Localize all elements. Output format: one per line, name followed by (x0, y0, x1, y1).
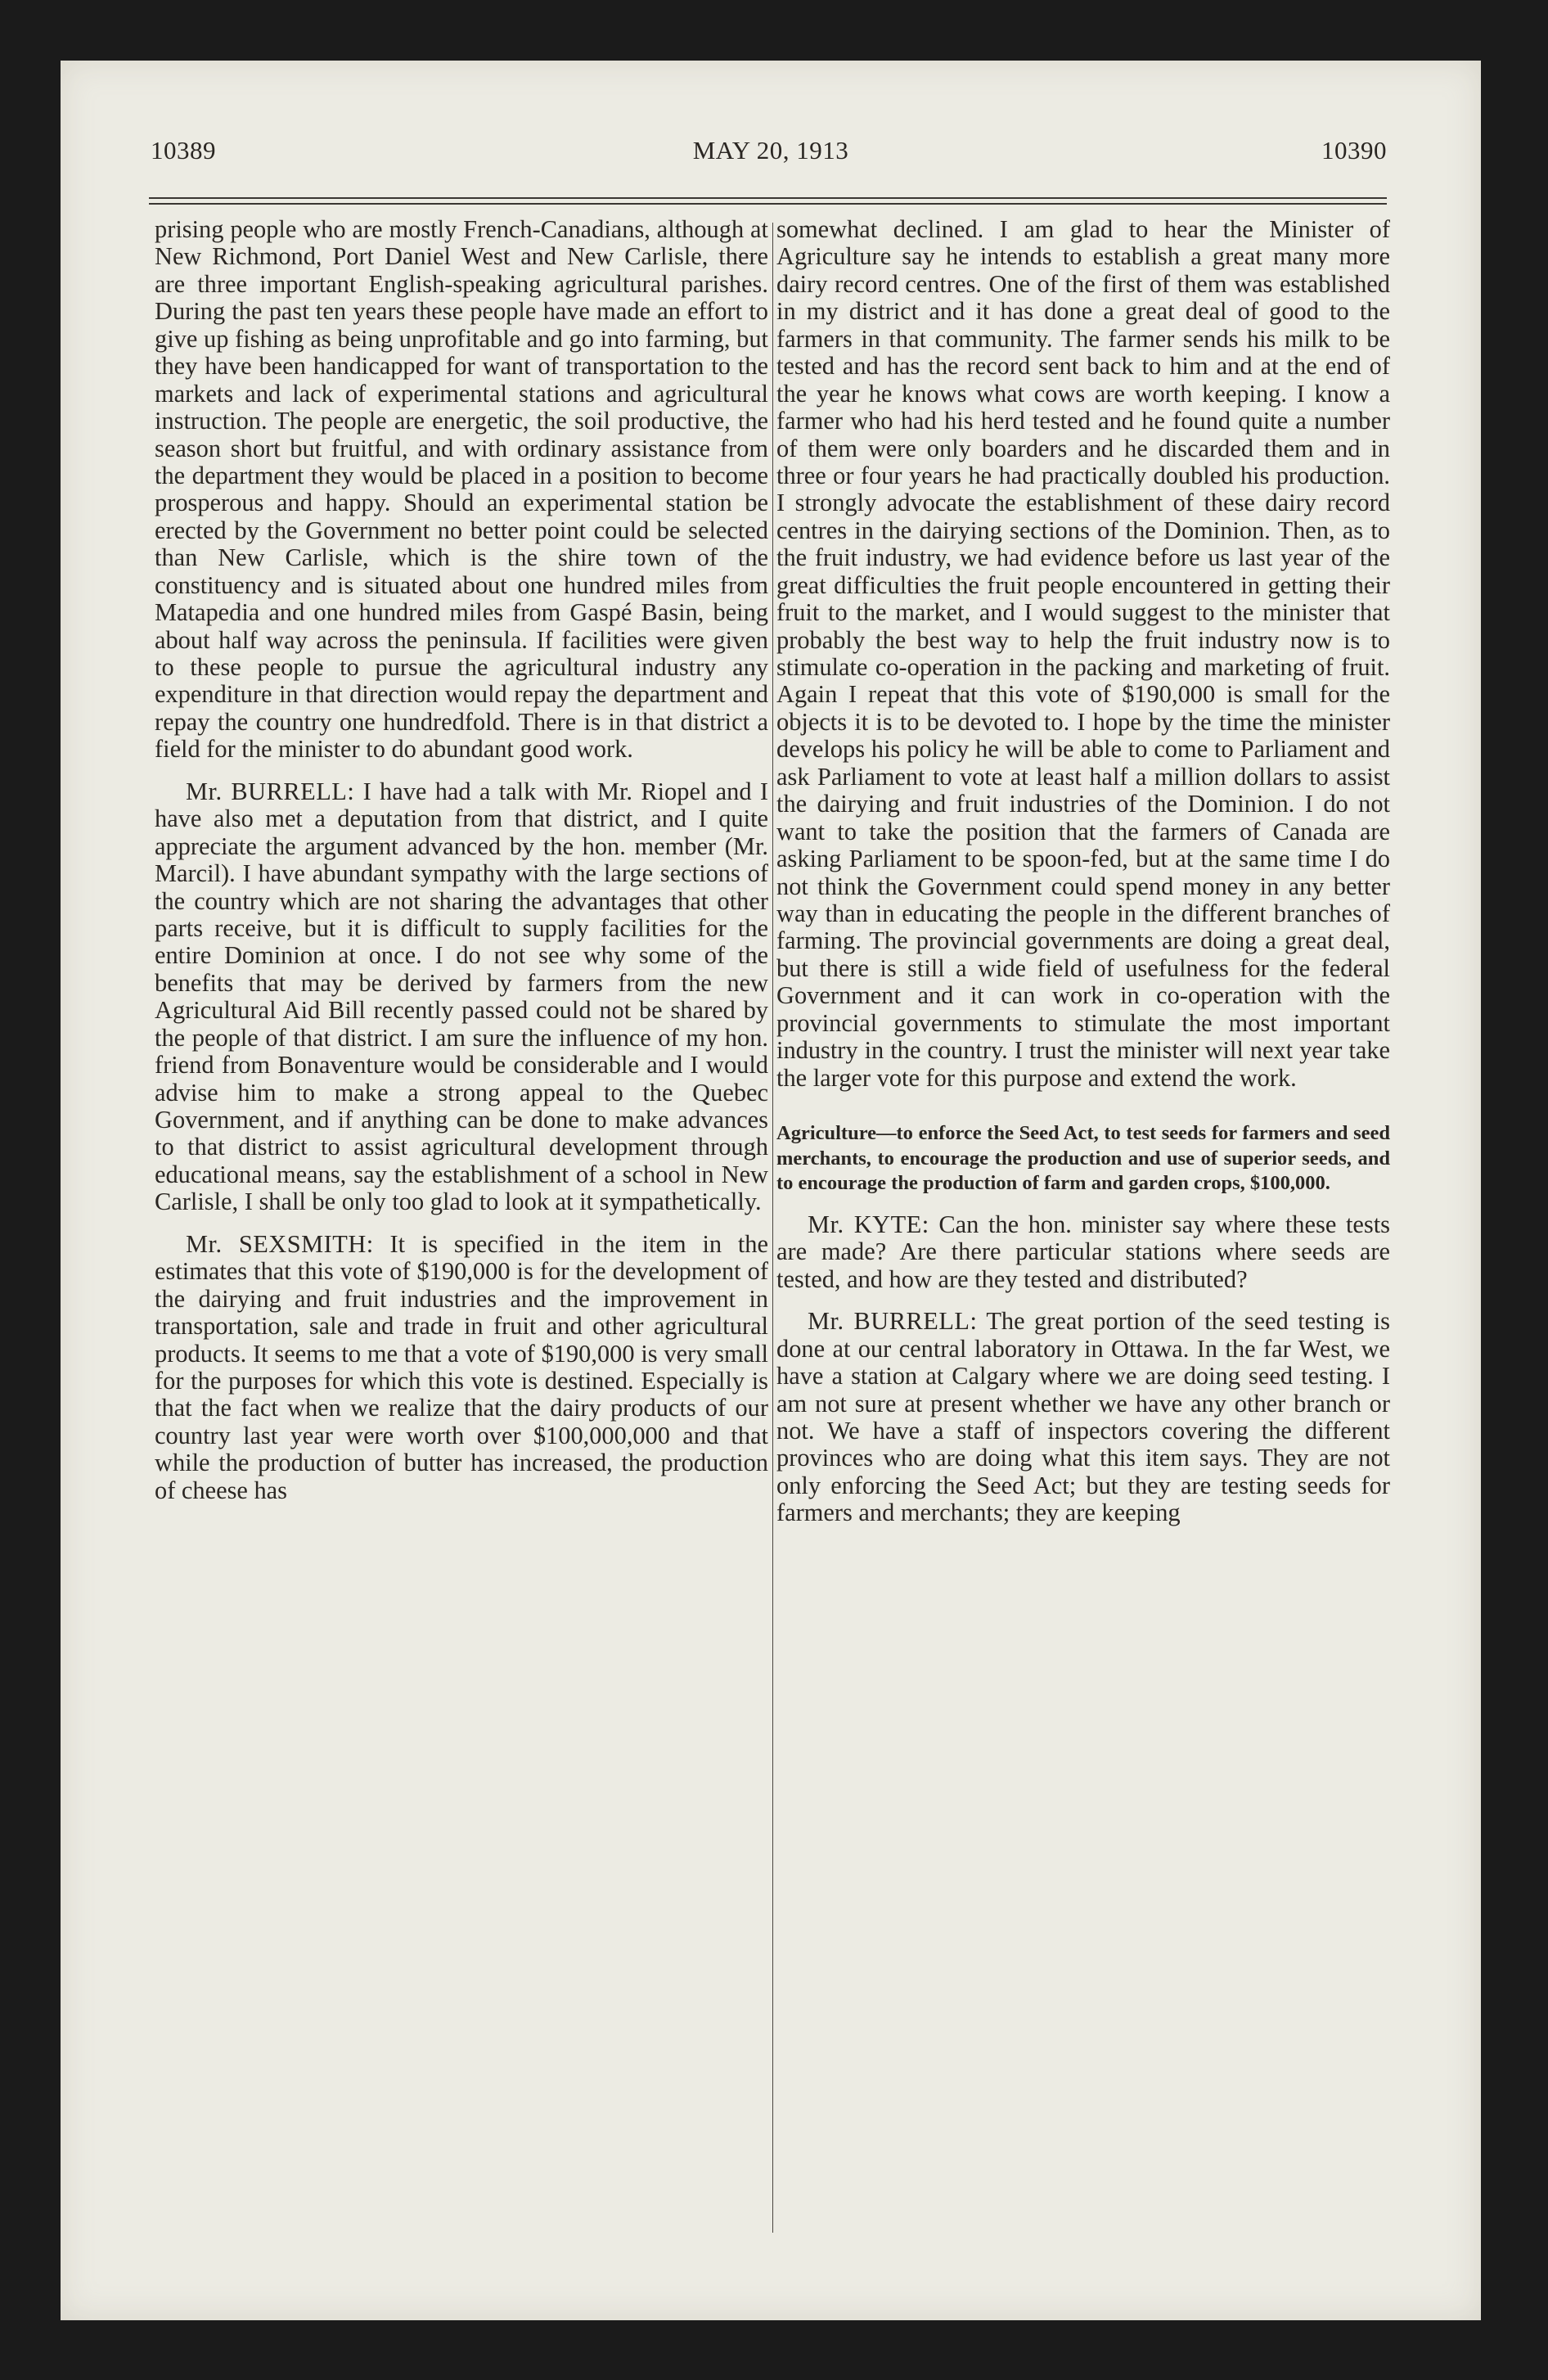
right-page-number: 10390 (1321, 136, 1387, 165)
left-paragraph-3 (155, 1231, 768, 1504)
speech-text: It is specified in the item in the estimates that this vote of $190,000 is for the development of the dairying and fruit industries and the improvement in transportation, sale and trade in fruit and other agricultural products. It seems to me that a vote of $190,000 is very small for the purposes for which this vote is destined. Especially is that the fact when we realize that the dairy products of our country last year were worth over $100,000,000 and that while the production of butter has increased, the production of cheese has (155, 1229, 768, 1504)
right-paragraph-3 (776, 1308, 1390, 1527)
right-column (776, 216, 1390, 1527)
speech-text: The great portion of the seed testing is done at our central laboratory in Ottawa. In the far West, we have a station at Calgary where we are doing seed testing. I am not sure at present whether we have any other branch or not. We have a staff of inspectors covering the different provinces who are doing what this item says. They are not only enforcing the Seed Act; but they are testing seeds for farmers and merchants; they are keeping (776, 1307, 1390, 1527)
speech-text: Can the hon. minister say where these tests are made? Are there particular stations where seeds are tested, and how are they tested and distributed? (776, 1210, 1390, 1293)
left-column (155, 216, 768, 1504)
left-paragraph-1: prising people who are mostly French-Canadians, although at New Richmond, Port Daniel West and New Carlisle, there are three important English-speaking agricultural parishes. During the past ten years these people have made an effort to give up fishing as being unprofitable and go into farming, but they have been handicapped for want of transportation to the markets and lack of experimental stations and agricultural instruction. The people are energetic, the soil productive, the season short but fruitful, and with ordinary assistance from the department they would be placed in a position to become prosperous and happy. Should an experimental station be erected by the Government no better point could be selected than New Carlisle, which is the shire town of the constituency and is situated about one hundred miles from Matapedia and one hundred miles from Gaspé Basin, being about half way across the peninsula. If facilities were given to these people to pursue the agricultural industry any expenditure in that direction would repay the department and repay the country one hundredfold. There is in that district a field for the minister to do abundant good work. (155, 215, 768, 764)
right-paragraph-2 (776, 1211, 1390, 1293)
speaker-name: Mr. BURRELL: (186, 777, 355, 805)
column-divider (772, 223, 773, 2233)
page-date: MAY 20, 1913 (692, 136, 849, 165)
header-rule-bottom (149, 203, 1387, 205)
speaker-name: Mr. BURRELL: (808, 1307, 978, 1336)
page (61, 61, 1481, 2320)
estimate-item: Agriculture—to enforce the Seed Act, to test seeds for farmers and seed merchants, to encourage the production and use of superior seeds, and to encourage the production of farm and garden crops, $100,000. (776, 1122, 1390, 1195)
speaker-name: Mr. KYTE: (808, 1210, 929, 1238)
left-paragraph-2 (155, 778, 768, 1216)
speaker-name: Mr. SEXSMITH: (186, 1229, 374, 1258)
left-page-number: 10389 (151, 136, 216, 165)
speech-text: I have had a talk with Mr. Riopel and I have also met a deputation from that district, and I quite appreciate the argument advanced by the hon. member (Mr. Marcil). I have abundant sympathy with the large sections of the country which are not sharing the advantages that other parts receive, but it is difficult to supply facilities for the entire Dominion at once. I do not see why some of the benefits that may be derived by farmers from the new Agricultural Aid Bill recently passed could not be shared by the people of that district. I am sure the influence of my hon. friend from Bonaventure would be considerable and I would advise him to make a strong appeal to the Quebec Government, and if anything can be done to make advances to that district to assist agricultural development through educational means, say the establishment of a school in New Carlisle, I shall be only too glad to look at it sympathetically. (155, 777, 769, 1216)
header-rule-top (149, 197, 1387, 199)
right-paragraph-1: somewhat declined. I am glad to hear the Minister of Agriculture say he intends to establish a great many more dairy record centres. One of the first of them was established in my district and it has done a great deal of good to the farmers in that community. The farmer sends his milk to be tested and has the record sent back to him and at the end of the year he knows what cows are worth keeping. I know a farmer who had his herd tested and he found quite a number of them were only boarders and he discarded them and in three or four years he had practically doubled his production. I strongly advocate the establishment of these dairy record centres in the dairying sections of the Dominion. Then, as to the fruit industry, we had evidence before us last year of the great difficulties the fruit people encountered in getting their fruit to the market, and I would suggest to the minister that probably the best way to help the fruit industry now is to stimulate co-operation in the packing and marketing of fruit. Again I repeat that this vote of $190,000 is small for the objects it is to be devoted to. I hope by the time the minister develops his policy he will be able to come to Parliament and ask Parliament to vote at least half a million dollars to assist the dairying and fruit industries of the Dominion. I do not want to take the position that the farmers of Canada are asking Parliament to be spoon-fed, but at the same time I do not think the Government could spend money in any better way than in educating the people in the different branches of farming. The provincial governments are doing a great deal, but there is still a wide field of usefulness for the federal Government and it can work in co-operation with the provincial governments to stimulate the most important industry in the country. I trust the minister will next year take the larger vote for this purpose and extend the work. (776, 215, 1390, 1092)
